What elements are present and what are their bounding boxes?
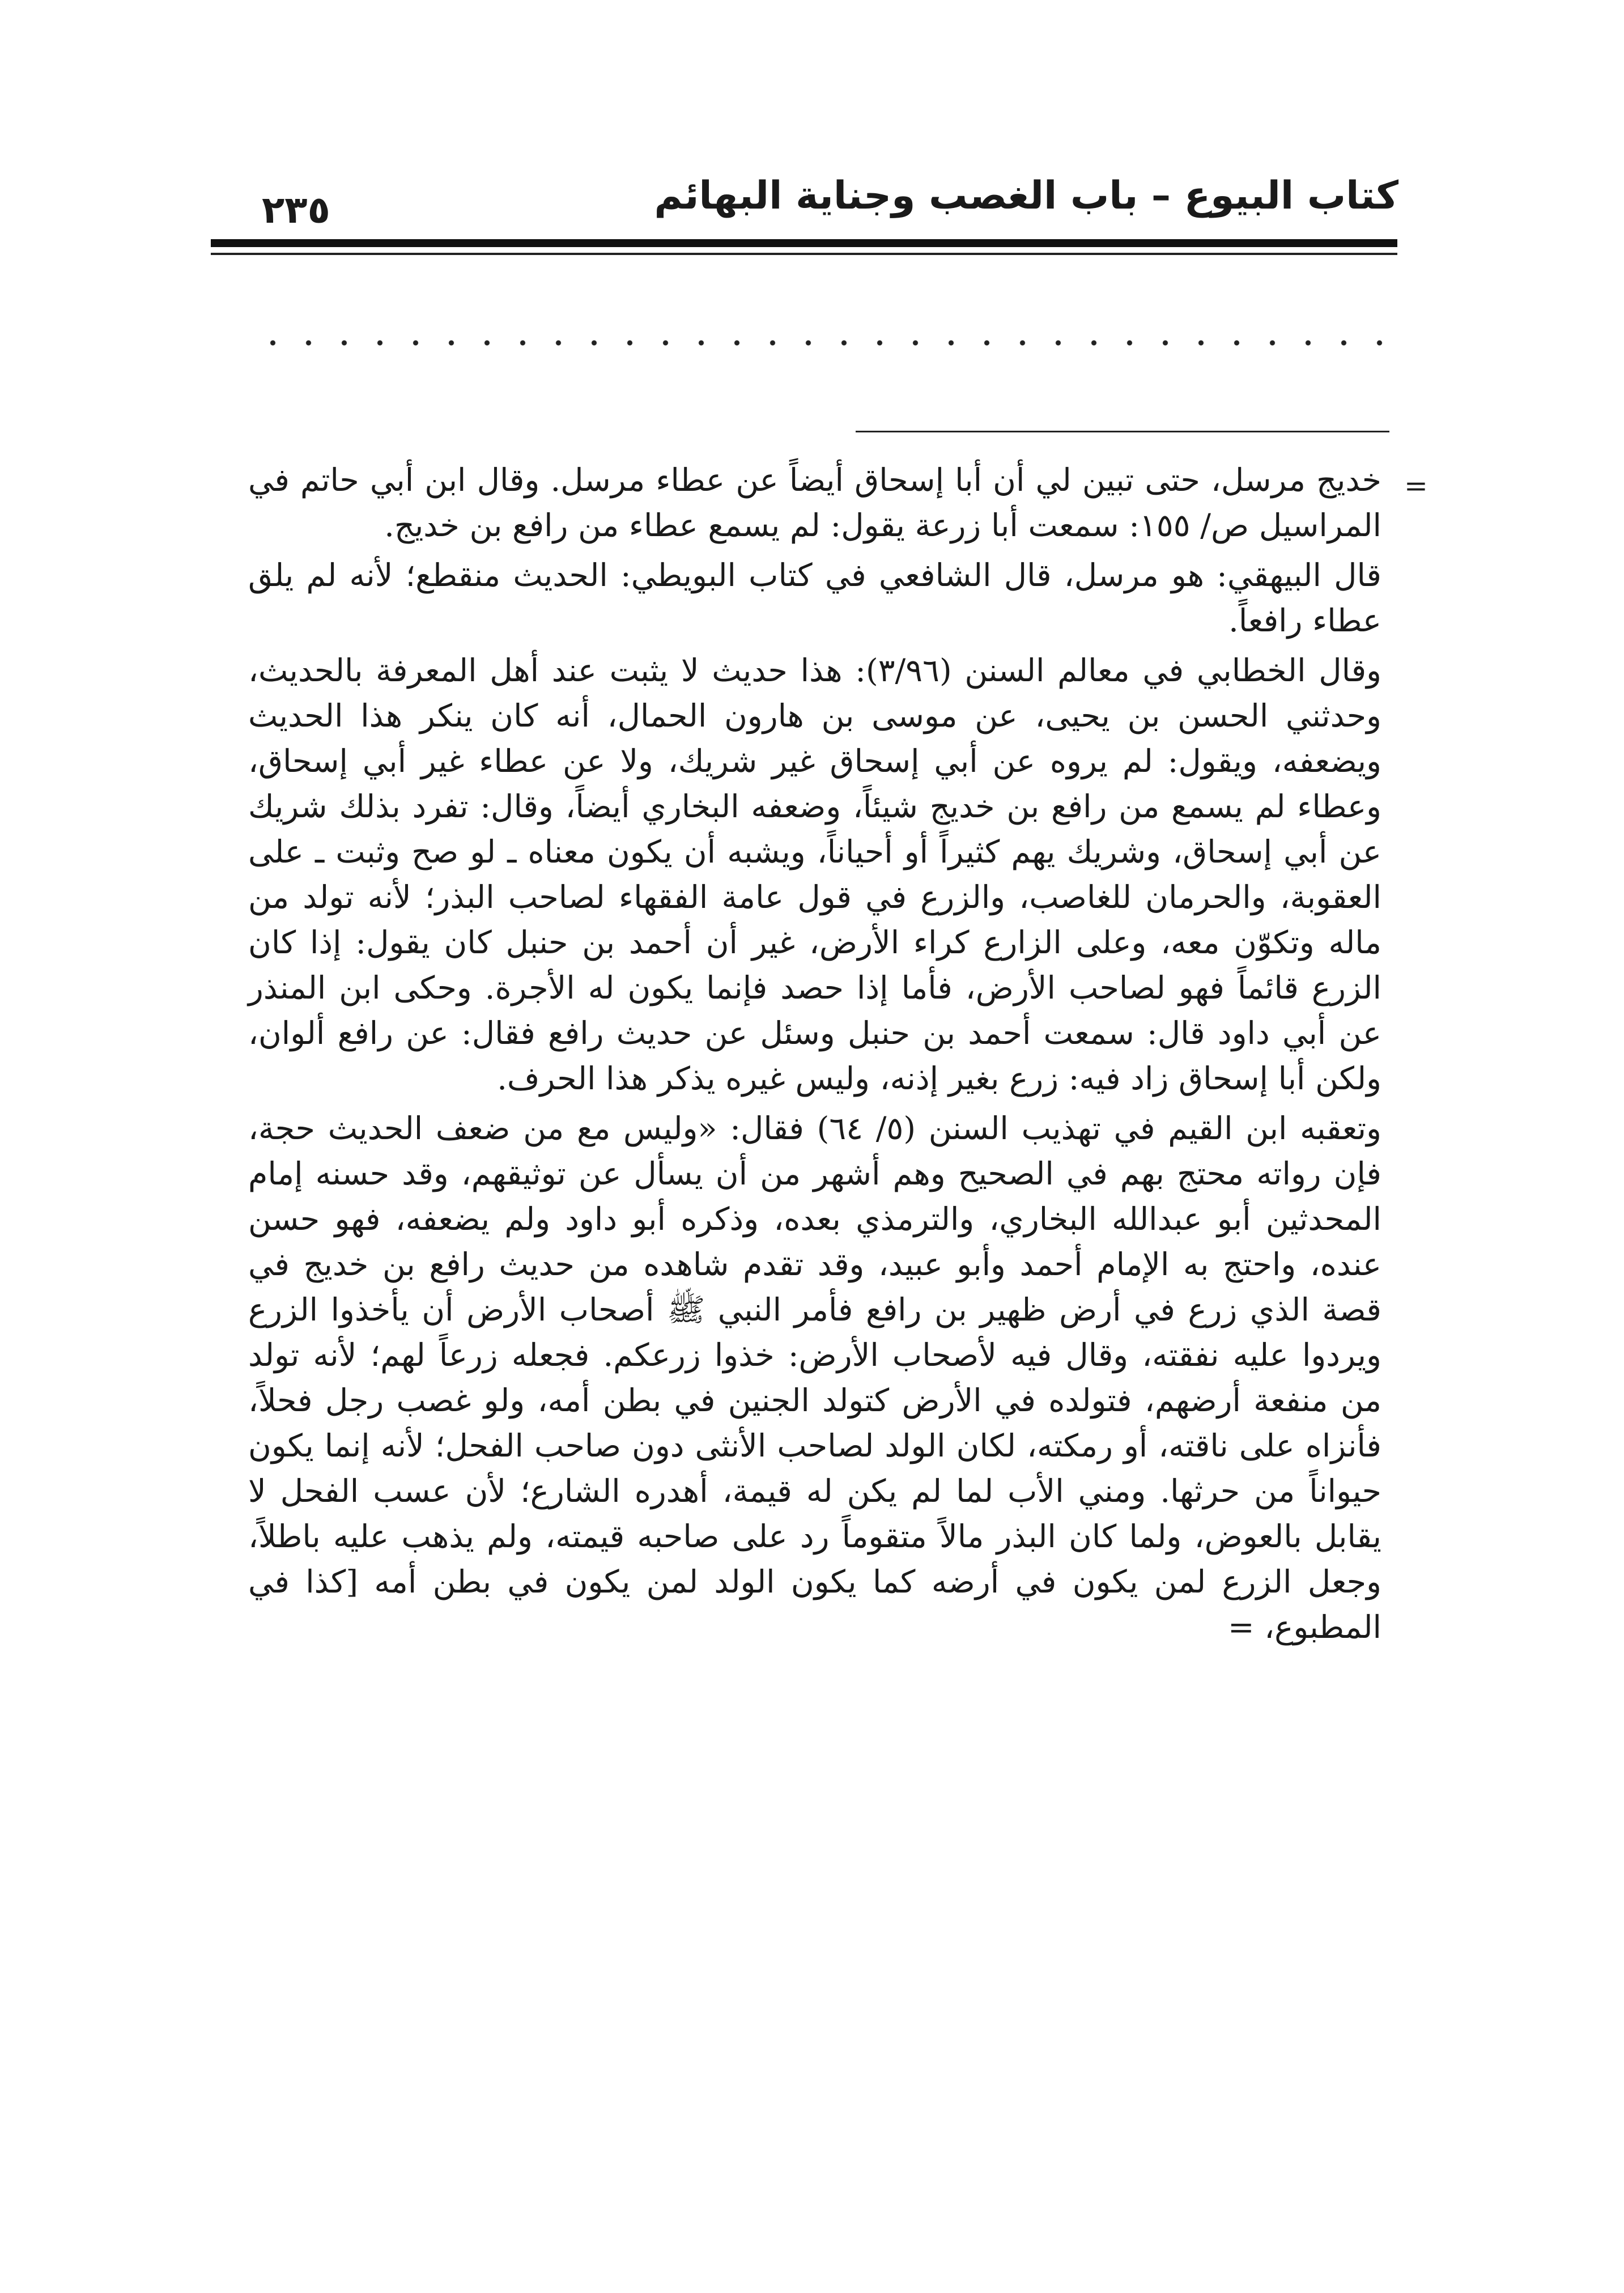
footnote-paragraph-1: خديج مرسل، حتى تبين لي أن أبا إسحاق أيضاً عن عطاء مرسل. وقال ابن أبي حاتم في المراسيل ص/ ١٥٥: سمعت أبا زرعة يقول: لم يسمع عطاء من رافع بن خديج. xyxy=(248,462,1381,544)
header-rule-thin xyxy=(211,253,1397,255)
footnote-rule xyxy=(856,431,1389,432)
footnote-paragraph-2: قال البيهقي: هو مرسل، قال الشافعي في كتاب البويطي: الحديث منقطع؛ لأنه لم يلق عطاء رافعاً. xyxy=(248,557,1381,639)
header-rule-thick xyxy=(211,239,1397,247)
running-title: كتاب البيوع – باب الغصب وجناية البهائم xyxy=(654,173,1398,218)
footnote-body xyxy=(248,458,1381,1655)
page-number: ٢٣٥ xyxy=(262,188,330,232)
dotted-separator xyxy=(255,339,1383,347)
continuation-mark: = xyxy=(1404,469,1428,502)
footnote-paragraph-3: وقال الخطابي في معالم السنن (٣/٩٦): هذا حديث لا يثبت عند أهل المعرفة بالحديث، وحدثني الحسن بن يحيى، عن موسى بن هارون الحمال، أنه كان ينكر هذا الحديث ويضعفه، ويقول: لم يروه عن أبي إسحاق غير شريك، ولا عن عطاء غير أبي إسحاق، وعطاء لم يسمع من رافع بن خديج شيئاً، وضعفه البخاري أيضاً، وقال: تفرد بذلك شريك عن أبي إسحاق، وشريك يهم كثيراً أو أحياناً، ويشبه أن يكون معناه ـ لو صح وثبت ـ على العقوبة، والحرمان للغاصب، والزرع في قول عامة الفقهاء لصاحب البذر؛ لأنه تولد من ماله وتكوّن معه، وعلى الزارع كراء الأرض، غير أن أحمد بن حنبل كان يقول: إذا كان الزرع قائماً فهو لصاحب الأرض، فأما إذا حصد فإنما يكون له الأجرة. وحكى ابن المنذر عن أبي داود قال: سمعت أحمد بن حنبل وسئل عن حديث رافع فقال: عن رافع ألوان، ولكن أبا إسحاق زاد فيه: زرع بغير إذنه، وليس غيره يذكر هذا الحرف. xyxy=(248,652,1382,1097)
footnote-paragraph-4: وتعقبه ابن القيم في تهذيب السنن (٥/ ٦٤) فقال: «وليس مع من ضعف الحديث حجة، فإن رواته محتج بهم في الصحيح وهم أشهر من أن يسأل عن توثيقهم، وقد حسنه إمام المحدثين أبو عبدالله البخاري، والترمذي بعده، وذكره أبو داود ولم يضعفه، فهو حسن عنده، واحتج به الإمام أحمد وأبو عبيد، وقد تقدم شاهده من حديث رافع بن خديج في قصة الذي زرع في أرض ظهير بن رافع فأمر النبي ﷺ أصحاب الأرض أن يأخذوا الزرع ويردوا عليه نفقته، وقال فيه لأصحاب الأرض: خذوا زرعكم. فجعله زرعاً لهم؛ لأنه تولد من منفعة أرضهم، فتولده في الأرض كتولد الجنين في بطن أمه، ولو غصب رجل فحلاً، فأنزاه على ناقته، أو رمكته، لكان الولد لصاحب الأنثى دون صاحب الفحل؛ لأنه إنما يكون حيواناً من حرثها. ومني الأب لما لم يكن له قيمة، أهدره الشارع؛ لأن عسب الفحل لا يقابل بالعوض، ولما كان البذر مالاً متقوماً رد على صاحبه قيمته، ولم يذهب عليه باطلاً، وجعل الزرع لمن يكون في أرضه كما يكون الولد لمن يكون في بطن أمه [كذا في المطبوع، = xyxy=(248,1110,1381,1646)
